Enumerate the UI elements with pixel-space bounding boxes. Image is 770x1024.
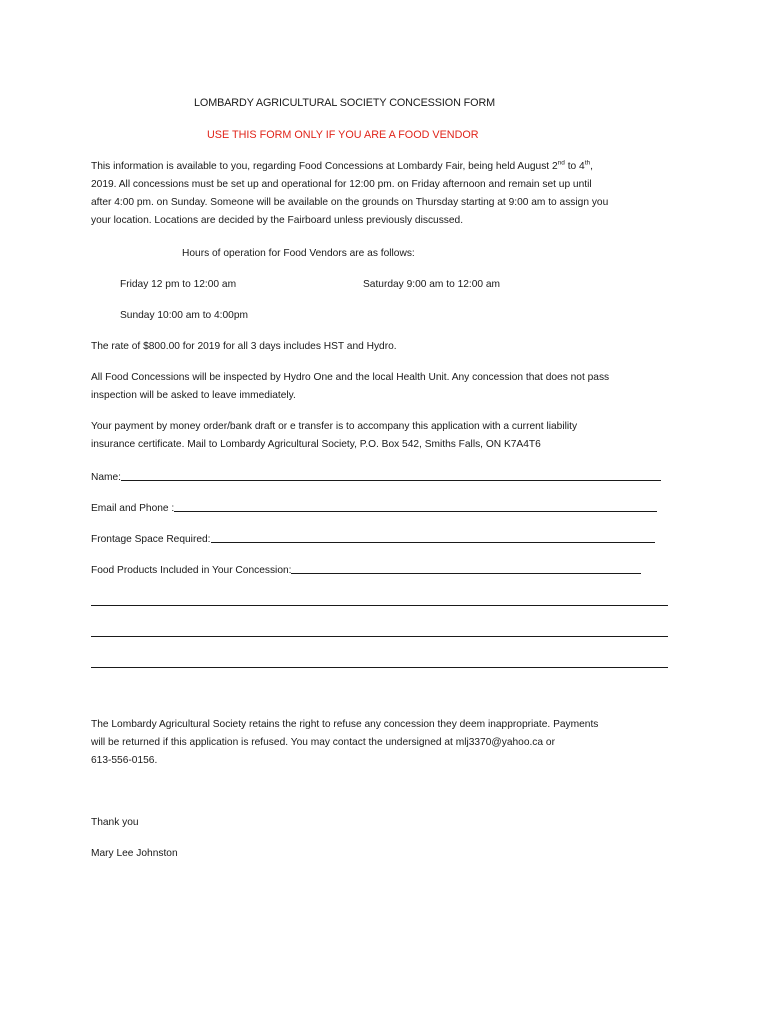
food-products-label: Food Products Included in Your Concession:	[91, 565, 292, 576]
intro-text: 2019. All concessions must be set up and operational for 12:00 pm. on Friday afternoon and remain set up until	[91, 179, 592, 190]
food-products-blank-line[interactable]	[91, 605, 668, 606]
closing-text: The Lombardy Agricultural Society retains the right to refuse any concession they deem inappropriate. Payments	[91, 719, 599, 730]
payment-text: insurance certificate. Mail to Lombardy Agricultural Society, P.O. Box 542, Smiths Falls, ON K7A4T6	[91, 439, 541, 450]
food-products-field[interactable]	[291, 561, 641, 574]
frontage-label: Frontage Space Required:	[91, 534, 211, 545]
email-phone-label: Email and Phone :	[91, 503, 175, 514]
intro-text: your location. Locations are decided by the Fairboard unless previously discussed.	[91, 215, 464, 226]
form-title: LOMBARDY AGRICULTURAL SOCIETY CONCESSION FORM	[194, 97, 496, 109]
signature-name: Mary Lee Johnston	[91, 848, 178, 859]
email-phone-field-row	[91, 498, 657, 518]
inspection-paragraph	[91, 369, 691, 405]
intro-paragraph	[91, 158, 691, 230]
closing-text: 613-556-0156.	[91, 755, 158, 766]
thanks-text: Thank you	[91, 817, 139, 828]
email-phone-field[interactable]	[174, 499, 657, 512]
intro-text: to 4	[564, 161, 585, 172]
food-products-blank-line[interactable]	[91, 636, 668, 637]
form-subtitle: USE THIS FORM ONLY IF YOU ARE A FOOD VENDOR	[207, 129, 479, 141]
intro-text: This information is available to you, regarding Food Concessions at Lombardy Fair, being held August 2	[91, 161, 558, 172]
closing-paragraph	[91, 716, 691, 770]
food-products-field-row	[91, 560, 641, 580]
inspection-text: All Food Concessions will be inspected by Hydro One and the local Health Unit. Any concession that does not pass	[91, 372, 610, 383]
closing-text: will be returned if this application is refused. You may contact the undersigned at mlj3370@yahoo.ca or	[91, 737, 555, 748]
name-field-row	[91, 467, 661, 487]
hours-heading: Hours of operation for Food Vendors are as follows:	[182, 248, 415, 259]
food-products-blank-line[interactable]	[91, 667, 668, 668]
hours-sunday: Sunday 10:00 am to 4:00pm	[120, 310, 248, 321]
frontage-field-row	[91, 529, 655, 549]
ordinal-suffix: th	[584, 159, 591, 167]
frontage-field[interactable]	[211, 530, 655, 543]
name-field[interactable]	[121, 468, 661, 481]
inspection-text: inspection will be asked to leave immediately.	[91, 390, 296, 401]
intro-text: after 4:00 pm. on Sunday. Someone will be available on the grounds on Thursday starting at 9:00 am to assign you	[91, 197, 609, 208]
ordinal-suffix: nd	[557, 159, 565, 167]
payment-text: Your payment by money order/bank draft or e transfer is to accompany this application with a current liability	[91, 421, 578, 432]
name-label: Name:	[91, 472, 122, 483]
hours-saturday: Saturday 9:00 am to 12:00 am	[363, 279, 501, 290]
intro-text: ,	[590, 161, 593, 172]
payment-paragraph	[91, 418, 691, 454]
rate-text: The rate of $800.00 for 2019 for all 3 days includes HST and Hydro.	[91, 341, 397, 352]
hours-friday: Friday 12 pm to 12:00 am	[120, 279, 237, 290]
